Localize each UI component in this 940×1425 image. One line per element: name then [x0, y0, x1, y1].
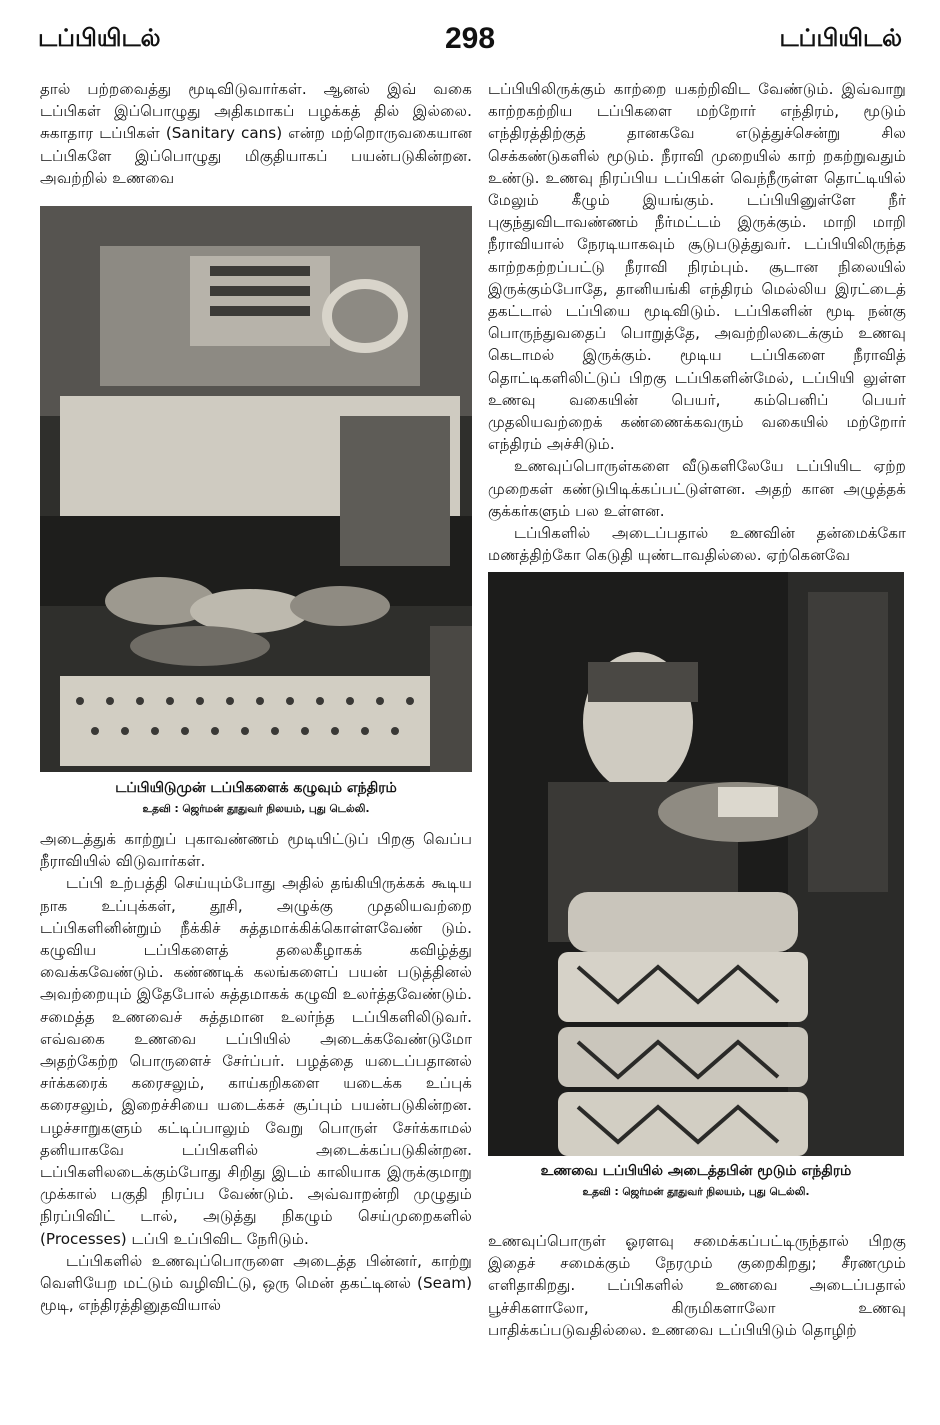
page-header — [0, 22, 940, 62]
sealing-photo-illustration — [488, 572, 904, 1156]
figure-1-credit: உதவி : ஜெர்மன் தூதுவர் நிலயம், புது டெல்லி. — [142, 803, 370, 815]
figure-1-title: டப்பியிடுமுன் டப்பிகளைக் கழுவும் எந்திரம் — [115, 780, 397, 796]
running-head-left: டப்பியிடல் — [38, 24, 161, 52]
machine-photo-illustration — [40, 206, 472, 772]
figure-1-caption — [40, 780, 472, 816]
paragraph: டப்பியிலிருக்கும் காற்றை யகற்றிவிட வேண்டும். இவ்வாறு காற்றகற்றிய டப்பிகளை மற்றோர் எந்திரம், மூடும் எந்திரத்திற்குத் தானகவே எடுத்துச்சென்று சில செக்கண்டுகளில் மூடும். நீராவி முறையில் காற் றகற்றுவதும் உண்டு. உணவு நிரப்பிய டப்பிகள் வெந்நீருள்ள தொட்டியில் மேலும் கீழும் இயங்கும். டப்பியினுள்ளே நீர் புகுந்துவிடாவண்ணம் நீர்மட்டம் இருக்கும். மாறி மாறி நீராவியால் நேரடியாகவும் சூடுபடுத்துவர். டப்பியிலிருந்த காற்றகற்றப்பட்டு நீராவி நிரம்பும். சூடான நிலையில் இருக்கும்போதே, தானியங்கி எந்திரம் மெல்லிய இரட்டைத் தகட்டால் டப்பியை மூடிவிடும். டப்பிகளின் மூடி நன்கு பொருந்துவதைப் பொறுத்தே, அவற்றிலடைக்கும் உணவு கெடாமல் இருக்கும். மூடிய டப்பிகளை நீராவித் தொட்டிகளிலிட்டுப் பிறகு டப்பிகளின்மேல், டப்பியி லுள்ள உணவு வகையின் பெயர், கம்பெனிப் பெயர் முதலியவற்றைக் கண்ணைக்கவரும் வகையில் மற்றோர் எந்திரம் அச்சிடும். — [488, 80, 906, 454]
figure-2-caption — [488, 1163, 904, 1199]
paragraph: அடைத்துக் காற்றுப் புகாவண்ணம் மூடியிட்டுப் பிறகு வெப்ப நீராவியில் விடுவார்கள். — [40, 830, 472, 871]
right-column-top-text — [488, 78, 906, 566]
figure-2-title: உணவை டப்பியில் அடைத்தபின் மூடும் எந்திரம் — [540, 1163, 852, 1179]
paragraph: தால் பற்றவைத்து மூடிவிடுவார்கள். ஆனல் இவ் வகை டப்பிகள் இப்பொழுது அதிகமாகப் பழக்கத் தில் இல்லை. சுகாதார டப்பிகள் (Sanitary cans) என்ற மற்றொருவகையான டப்பிகளே இப்பொழுது மிகுதியாகப் பயன்படுகின்றன. அவற்றில் உணவை — [40, 80, 472, 187]
paragraph: டப்பிகளில் உணவுப்பொருளை அடைத்த பின்னர், காற்று வெளியேற மட்டும் வழிவிட்டு, ஒரு மென் தகட்டினல் (Seam) மூடி, எந்திரத்தினுதவியால் — [40, 1251, 472, 1315]
figure-2-credit: உதவி : ஜெர்மன் தூதுவர் நிலயம், புது டெல்லி. — [582, 1186, 810, 1198]
paragraph: உணவுப்பொருள் ஓரளவு சமைக்கப்பட்டிருந்தால் பிறகு இதைச் சமைக்கும் நேரமும் குறைகிறது; சீரணமும் எளிதாகிறது. டப்பிகளில் உணவை அடைப்பதால் பூச்சிகளாலோ, கிருமிகளாலோ உணவு பாதிக்கப்படுவதில்லை. உணவை டப்பியிடும் தொழிற் — [488, 1232, 906, 1339]
paragraph: டப்பிகளில் அடைப்பதால் உணவின் தன்மைக்கோ மணத்திற்கோ கெடுதி யுண்டாவதில்லை. ஏற்கெனவே — [488, 524, 906, 565]
running-head-right: டப்பியிடல் — [779, 24, 902, 52]
paragraph: உணவுப்பொருள்களை வீடுகளிலேயே டப்பியிட ஏற்ற முறைகள் கண்டுபிடிக்கப்பட்டுள்ளன. அதற் கான அழுத்தக் குக்கர்களும் பல உள்ளன. — [488, 457, 906, 520]
left-column-top-text — [40, 78, 472, 189]
figure-can-washing-machine-photo — [40, 206, 472, 772]
figure-can-sealing-machine-photo — [488, 572, 904, 1156]
left-column-bottom-text — [40, 828, 472, 1316]
page-number: 298 — [444, 22, 496, 55]
right-column-bottom-text — [488, 1230, 906, 1341]
paragraph: டப்பி உற்பத்தி செய்யும்போது அதில் தங்கியிருக்கக் கூடிய நாக உப்புக்கள், தூசி, அழுக்கு முதலியவற்றை டப்பிகளினின்றும் நீக்கிச் சுத்தமாக்கிக்கொள்ளவேண் டும். கழுவிய டப்பிகளைத் தலைகீழாகக் கவிழ்த்து வைக்கவேண்டும். கண்ணடிக் கலங்களைப் பயன் படுத்தினல் அவற்றையும் இதேபோல் சுத்தமாகக் கழுவி உலர்த்தவேண்டும். சமைத்த உணவைச் சுத்தமான உலர்ந்த டப்பிகளிலிடுவர். எவ்வகை உணவை டப்பியில் அடைக்கவேண்டுமோ அதற்கேற்ற பொருளைச் சேர்ப்பர். பழத்தை யடைப்பதானல் சர்க்கரைக் கரைசலும், காய்கறிகளை யடைக்க உப்புக் கரைசலும், இறைச்சியை யடைக்கச் சூப்பும் பயன்படுகின்றன. பழச்சாறுகளும் கட்டிப்பாலும் வேறு பொருள் சேர்க்காமல் தனியாகவே டப்பிகளில் அடைக்கப்படுகின்றன. டப்பிகளிலடைக்கும்போது சிறிது இடம் காலியாக இருக்குமாறு முக்கால் பகுதி நிரப்ப வேண்டும். அவ்வாறன்றி முழுதும் நிரப்பிவிட் டால், அடுத்து நிகழும் செய்முறைகளில் (Processes) டப்பி உப்பிவிட நேரிடும். — [40, 874, 472, 1248]
